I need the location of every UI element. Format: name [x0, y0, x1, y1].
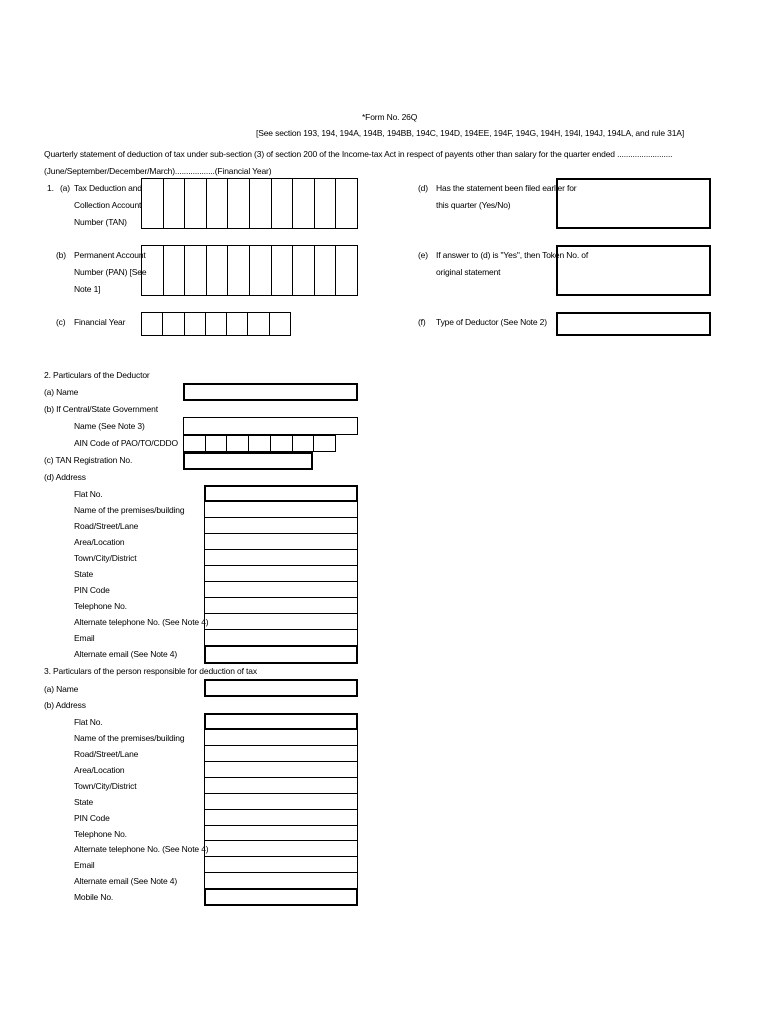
deductor-road-input[interactable] [204, 517, 358, 534]
deductor-tel-input[interactable] [204, 597, 358, 614]
deductor-alt-email-label: Alternate email (See Note 4) [74, 649, 178, 659]
responsible-alt-tel-label: Alternate telephone No. (See Note 4) [74, 844, 209, 854]
deductor-name-input[interactable] [183, 383, 358, 401]
deductor-premises-label: Name of the premises/building [74, 505, 185, 515]
responsible-alt-tel-input[interactable] [204, 840, 358, 857]
quarter-line: (June/September/December/March)..................(Financial Year) [44, 166, 272, 176]
tan-label-2: Collection Account [74, 200, 142, 210]
tan-label-3: Number (TAN) [74, 217, 127, 227]
item-f-label: (f) [418, 317, 426, 327]
deductor-alt-email-input[interactable] [204, 645, 358, 664]
deductor-premises-input[interactable] [204, 501, 358, 518]
deductor-email-label: Email [74, 633, 95, 643]
deductor-alt-tel-label: Alternate telephone No. (See Note 4) [74, 617, 209, 627]
token-no-label-2: original statement [436, 267, 501, 277]
responsible-town-label: Town/City/District [74, 781, 137, 791]
deductor-pin-label: PIN Code [74, 585, 110, 595]
deductor-state-input[interactable] [204, 565, 358, 582]
govt-name-input[interactable] [183, 417, 358, 435]
pan-input-grid[interactable] [141, 245, 358, 296]
deductor-address-label: (d) Address [44, 472, 86, 482]
deductor-state-label: State [74, 569, 94, 579]
statement-text: Quarterly statement of deduction of tax under sub-section (3) of section 200 of the Income-tax Act in respect of payents other than salary for the quarter ended ......................... [44, 149, 673, 159]
financial-year-label: Financial Year [74, 317, 126, 327]
responsible-road-label: Road/Street/Lane [74, 749, 139, 759]
tan-reg-input[interactable] [183, 452, 313, 470]
tan-label-1: Tax Deduction and [74, 183, 142, 193]
responsible-name-label: (a) Name [44, 684, 79, 694]
tan-input-grid[interactable] [141, 178, 358, 229]
deductor-road-label: Road/Street/Lane [74, 521, 139, 531]
section3-title: 3. Particulars of the person responsible for deduction of tax [44, 666, 257, 676]
ain-code-grid[interactable] [183, 435, 336, 452]
responsible-pin-input[interactable] [204, 809, 358, 826]
deductor-area-label: Area/Location [74, 537, 125, 547]
responsible-name-input[interactable] [204, 679, 358, 697]
responsible-alt-email-label: Alternate email (See Note 4) [74, 876, 178, 886]
responsible-flat-label: Flat No. [74, 717, 103, 727]
responsible-premises-input[interactable] [204, 729, 358, 746]
pan-label-2: Number (PAN) [See [74, 267, 147, 277]
ain-code-label: AIN Code of PAO/TO/CDDO [74, 438, 178, 448]
tan-reg-label: (c) TAN Registration No. [44, 455, 133, 465]
financial-year-grid[interactable] [141, 312, 291, 336]
deductor-alt-tel-input[interactable] [204, 613, 358, 630]
pan-label-3: Note 1] [74, 284, 101, 294]
deductor-type-label: Type of Deductor (See Note 2) [436, 317, 547, 327]
token-no-label-1: If answer to (d) is "Yes", then Token No. of [436, 250, 589, 260]
token-no-input[interactable] [556, 245, 711, 296]
govt-label: (b) If Central/State Government [44, 404, 158, 414]
item-c-label: (c) [56, 317, 66, 327]
deductor-area-input[interactable] [204, 533, 358, 550]
responsible-mobile-input[interactable] [204, 888, 358, 906]
responsible-address-label: (b) Address [44, 700, 86, 710]
filed-earlier-label-2: this quarter (Yes/No) [436, 200, 511, 210]
responsible-mobile-label: Mobile No. [74, 892, 114, 902]
responsible-alt-email-input[interactable] [204, 872, 358, 889]
deductor-town-input[interactable] [204, 549, 358, 566]
deductor-email-input[interactable] [204, 629, 358, 646]
govt-name-label: Name (See Note 3) [74, 421, 145, 431]
responsible-tel-input[interactable] [204, 825, 358, 841]
section2-title: 2. Particulars of the Deductor [44, 370, 150, 380]
filed-earlier-input[interactable] [556, 178, 711, 229]
responsible-email-input[interactable] [204, 856, 358, 873]
responsible-premises-label: Name of the premises/building [74, 733, 185, 743]
responsible-pin-label: PIN Code [74, 813, 110, 823]
deductor-type-input[interactable] [556, 312, 711, 336]
responsible-town-input[interactable] [204, 777, 358, 794]
item-a-label: (a) [60, 183, 70, 193]
responsible-area-label: Area/Location [74, 765, 125, 775]
item-e-label: (e) [418, 250, 428, 260]
item-b-label: (b) [56, 250, 66, 260]
item-d-label: (d) [418, 183, 428, 193]
filed-earlier-label-1: Has the statement been filed earlier for [436, 183, 577, 193]
deductor-flat-label: Flat No. [74, 489, 103, 499]
responsible-state-input[interactable] [204, 793, 358, 810]
section1-number: 1. [47, 183, 54, 193]
deductor-tel-label: Telephone No. [74, 601, 127, 611]
see-section: [See section 193, 194, 194A, 194B, 194BB, 194C, 194D, 194EE, 194F, 194G, 194H, 194I, 194J, 194LA, and rule 31A] [256, 128, 685, 138]
responsible-tel-label: Telephone No. [74, 829, 127, 839]
deductor-pin-input[interactable] [204, 581, 358, 598]
form-title: *Form No. 26Q [362, 112, 418, 122]
responsible-flat-input[interactable] [204, 713, 358, 730]
deductor-town-label: Town/City/District [74, 553, 137, 563]
responsible-email-label: Email [74, 860, 95, 870]
responsible-area-input[interactable] [204, 761, 358, 778]
responsible-road-input[interactable] [204, 745, 358, 762]
deductor-flat-input[interactable] [204, 485, 358, 502]
deductor-name-label: (a) Name [44, 387, 79, 397]
responsible-state-label: State [74, 797, 94, 807]
pan-label-1: Permanent Account [74, 250, 146, 260]
